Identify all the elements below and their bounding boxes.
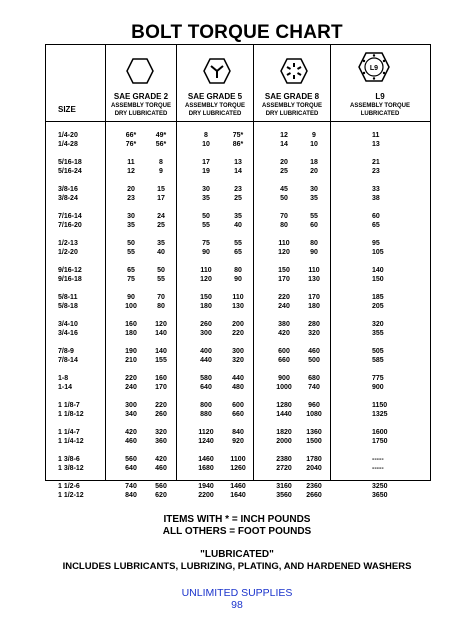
grade5-dry-cell: 55 [202,222,210,230]
size-cell: 1-14 [58,384,73,392]
page-number: 98 [231,599,243,611]
grade2-dry-cell: 190 [125,348,137,355]
l9-lub-cell: ----- [372,465,384,473]
l9-lub-cell: 33 [372,186,380,193]
grade8-dry-cell: 12 [280,132,288,139]
grade2-dry-cell: 12 [127,168,135,176]
size-cell: 1/2-20 [58,249,78,257]
grade8-lub-cell: 460 [308,348,320,355]
l9-lub-cell: 320 [372,321,384,328]
grade5-subheader: DRY LUBRICATED [188,111,242,117]
grade5-lub-cell: 13 [234,159,242,166]
grade8-lub-cell: 80 [310,240,318,247]
grade5-dry-cell: 19 [202,168,210,176]
grade5-dry-cell: 400 [200,348,212,355]
grade5-lub-cell: 1100 [230,456,246,463]
size-cell: 9/16-12 [58,267,82,274]
grade2-dry-cell: 240 [125,384,137,392]
footnote-inch-pounds: ITEMS WITH * = INCH POUNDS [163,514,311,525]
grade8-dry-cell: 80 [280,222,288,230]
footnote-foot-pounds: ALL OTHERS = FOOT POUNDS [162,526,312,537]
grade5-lub-cell: 75* [232,132,244,139]
grade5-lub-cell: 80 [234,267,242,274]
grade8-lub-cell: 30 [310,186,318,193]
grade8-lub-cell: 130 [308,276,320,284]
hex-plain-icon [126,57,154,85]
l9-lub-cell: 585 [372,357,384,365]
size-cell: 9/16-18 [58,276,82,284]
grade2-dry-cell: 300 [125,402,137,409]
l9-lub-cell: 3250 [372,483,388,490]
size-cell: 3/8-24 [58,195,78,203]
grade2-lub-cell: 360 [155,438,167,446]
l9-lub-cell: 205 [372,303,384,311]
grade5-dry-cell: 50 [202,213,210,220]
grade2-dry-cell: 55 [127,249,135,257]
grade8-dry-cell: 1820 [276,429,292,436]
grade5-lub-cell: 200 [232,321,244,328]
l9-lub-cell: 60 [372,213,380,220]
grade2-subheader: DRY LUBRICATED [114,111,168,117]
grade8-dry-cell: 3560 [276,492,292,500]
grade8-dry-cell: 170 [278,276,290,284]
grade2-lub-cell: 17 [157,195,165,203]
grade8-dry-cell: 14 [280,141,288,149]
grade8-dry-cell: 70 [280,213,288,220]
grade2-lub-cell: 260 [155,411,167,419]
grade2-dry-cell: 560 [125,456,137,463]
grade5-lub-cell: 86* [232,141,244,149]
grade2-dry-cell: 420 [125,429,137,436]
grade2-lub-cell: 560 [155,483,167,490]
grade5-lub-cell: 65 [234,249,242,257]
l9-lub-cell: 11 [372,132,380,139]
grade5-dry-cell: 300 [200,330,212,338]
grade5-dry-cell: 75 [202,240,210,247]
size-cell: 1 3/8-12 [58,465,84,473]
grade5-lub-cell: 220 [232,330,244,338]
l9-lub-cell: 505 [372,348,384,355]
grade8-lub-cell: 2660 [306,492,322,500]
grade2-dry-cell: 210 [125,357,137,365]
grade2-lub-cell: 320 [155,429,167,436]
grade8-lub-cell: 20 [310,168,318,176]
grade5-lub-cell: 440 [232,375,244,382]
size-header: SIZE [58,105,76,114]
grade2-dry-cell: 640 [125,465,137,473]
grade5-lub-cell: 660 [232,411,244,419]
grade2-dry-cell: 35 [127,222,135,230]
hex-grade8-icon [280,57,308,85]
grade5-subheader: ASSEMBLY TORQUE [185,103,245,109]
grade5-lub-cell: 25 [234,195,242,203]
grade5-dry-cell: 880 [200,411,212,419]
l9-lub-cell: 95 [372,240,380,247]
l9-lub-cell: 13 [372,141,380,149]
grade8-dry-cell: 900 [278,375,290,382]
size-cell: 1/4-28 [58,141,78,149]
l9-lub-cell: 140 [372,267,384,274]
grade5-dry-cell: 1680 [198,465,214,473]
grade8-dry-cell: 20 [280,159,288,166]
grade2-subheader: ASSEMBLY TORQUE [111,103,171,109]
brand-name: UNLIMITED SUPPLIES [181,587,293,599]
grade8-dry-cell: 2380 [276,456,292,463]
grade2-lub-cell: 50 [157,267,165,274]
grade8-lub-cell: 2040 [306,465,322,473]
l9-lub-cell: 1325 [372,411,388,419]
grade5-lub-cell: 300 [232,348,244,355]
grade2-lub-cell: 460 [155,465,167,473]
grade5-dry-cell: 260 [200,321,212,328]
size-cell: 7/8-9 [58,348,74,355]
grade8-dry-cell: 240 [278,303,290,311]
grade8-dry-cell: 660 [278,357,290,365]
l9-subheader: ASSEMBLY TORQUE [350,103,410,109]
grade5-dry-cell: 640 [200,384,212,392]
l9-lub-cell: 775 [372,375,384,382]
grade2-lub-cell: 9 [159,168,163,176]
grade8-lub-cell: 170 [308,294,320,301]
grade2-lub-cell: 25 [157,222,165,230]
grade8-lub-cell: 60 [310,222,318,230]
grade5-lub-cell: 23 [234,186,242,193]
grade2-lub-cell: 620 [155,492,167,500]
grade8-lub-cell: 9 [312,132,316,139]
grade8-lub-cell: 1780 [306,456,322,463]
grade2-dry-cell: 65 [127,267,135,274]
grade8-dry-cell: 1440 [276,411,292,419]
grade8-lub-cell: 1080 [306,411,322,419]
page-title: BOLT TORQUE CHART [131,22,343,43]
size-cell: 7/16-20 [58,222,82,230]
grade2-lub-cell: 140 [155,348,167,355]
grade8-lub-cell: 90 [310,249,318,257]
grade2-dry-cell: 11 [127,159,135,166]
grade5-lub-cell: 1640 [230,492,246,500]
l9-icon-label: L9 [369,65,379,72]
grade2-lub-cell: 8 [159,159,163,166]
grade2-lub-cell: 155 [155,357,167,365]
grade2-lub-cell: 70 [157,294,165,301]
grade5-lub-cell: 480 [232,384,244,392]
grade5-dry-cell: 800 [200,402,212,409]
grade2-lub-cell: 56* [155,141,167,149]
l9-lub-cell: 23 [372,168,380,176]
grade8-subheader: DRY LUBRICATED [265,111,319,117]
l9-lub-cell: 900 [372,384,384,392]
grade8-dry-cell: 220 [278,294,290,301]
grade2-lub-cell: 80 [157,303,165,311]
grade8-lub-cell: 1500 [306,438,322,446]
grade2-lub-cell: 170 [155,384,167,392]
grade2-dry-cell: 460 [125,438,137,446]
grade5-dry-cell: 150 [200,294,212,301]
grade5-dry-cell: 8 [204,132,208,139]
grade2-dry-cell: 75 [127,276,135,284]
header-divider [46,121,430,122]
size-cell: 3/4-10 [58,321,78,328]
hex-l9-icon [357,50,391,84]
grade2-lub-cell: 220 [155,402,167,409]
grade8-lub-cell: 960 [308,402,320,409]
l9-lub-cell: 1600 [372,429,388,436]
l9-lub-cell: 3650 [372,492,388,500]
size-cell: 7/16-14 [58,213,82,220]
grade5-lub-cell: 130 [232,303,244,311]
grade8-dry-cell: 45 [280,186,288,193]
l9-lub-cell: 185 [372,294,384,301]
size-cell: 5/8-11 [58,294,78,301]
hex-grade5-icon [203,57,231,85]
footnote-lubricated-desc: INCLUDES LUBRICANTS, LUBRIZING, PLATING, AND HARDENED WASHERS [62,561,412,572]
grade5-lub-cell: 90 [234,276,242,284]
grade2-lub-cell: 55 [157,276,165,284]
size-cell: 1 1/4-12 [58,438,84,446]
l9-lub-cell: 1150 [372,402,388,409]
grade8-dry-cell: 380 [278,321,290,328]
size-cell: 1/4-20 [58,132,78,139]
grade2-lub-cell: 160 [155,375,167,382]
grade2-dry-cell: 180 [125,330,137,338]
grade5-dry-cell: 440 [200,357,212,365]
grade2-lub-cell: 140 [155,330,167,338]
l9-lub-cell: ----- [372,456,384,463]
l9-lub-cell: 355 [372,330,384,338]
grade8-lub-cell: 1360 [306,429,322,436]
size-cell: 1 1/4-7 [58,429,80,436]
grade8-dry-cell: 2720 [276,465,292,473]
grade5-header: SAE GRADE 5 [187,92,243,101]
grade2-dry-cell: 340 [125,411,137,419]
grade2-lub-cell: 35 [157,240,165,247]
grade5-lub-cell: 14 [234,168,242,176]
size-cell: 1 1/2-6 [58,483,80,490]
grade8-dry-cell: 25 [280,168,288,176]
grade2-lub-cell: 15 [157,186,165,193]
grade5-dry-cell: 580 [200,375,212,382]
size-cell: 3/4-16 [58,330,78,338]
l9-subheader: LUBRICATED [360,111,400,117]
grade5-lub-cell: 40 [234,222,242,230]
l9-lub-cell: 65 [372,222,380,230]
grade8-dry-cell: 110 [278,240,290,247]
size-cell: 5/16-18 [58,159,82,166]
grade5-lub-cell: 35 [234,213,242,220]
grade2-dry-cell: 30 [127,213,135,220]
grade2-dry-cell: 840 [125,492,137,500]
l9-lub-cell: 150 [372,276,384,284]
torque-table [45,44,431,500]
grade8-lub-cell: 500 [308,357,320,365]
grade5-dry-cell: 30 [202,186,210,193]
grade2-lub-cell: 120 [155,321,167,328]
grade2-dry-cell: 100 [125,303,137,311]
size-cell: 1 1/2-12 [58,492,84,500]
grade5-dry-cell: 1940 [198,483,214,490]
grade5-dry-cell: 1460 [198,456,214,463]
grade2-dry-cell: 220 [125,375,137,382]
grade2-lub-cell: 24 [157,213,165,220]
grade8-dry-cell: 1000 [276,384,292,392]
size-cell: 1 1/8-7 [58,402,80,409]
grade5-dry-cell: 2200 [198,492,214,500]
size-cell: 5/16-24 [58,168,82,176]
grade8-dry-cell: 420 [278,330,290,338]
grade8-dry-cell: 2000 [276,438,292,446]
grade5-lub-cell: 110 [232,294,244,301]
grade8-lub-cell: 110 [308,267,320,274]
size-cell: 3/8-16 [58,186,78,193]
size-cell: 5/8-18 [58,303,78,311]
grade2-dry-cell: 50 [127,240,135,247]
grade5-dry-cell: 17 [202,159,210,166]
grade8-lub-cell: 55 [310,213,318,220]
grade2-dry-cell: 740 [125,483,137,490]
grade2-lub-cell: 420 [155,456,167,463]
l9-lub-cell: 21 [372,159,380,166]
size-cell: 1 3/8-6 [58,456,80,463]
grade2-lub-cell: 49* [155,132,167,139]
grade8-lub-cell: 2360 [306,483,322,490]
grade5-dry-cell: 10 [202,141,210,149]
grade5-dry-cell: 180 [200,303,212,311]
l9-lub-cell: 105 [372,249,384,257]
grade2-dry-cell: 76* [125,141,137,149]
l9-header: L9 [375,92,385,101]
grade5-dry-cell: 35 [202,195,210,203]
size-cell: 1-8 [58,375,69,382]
l9-lub-cell: 1750 [372,438,388,446]
grade8-dry-cell: 150 [278,267,290,274]
grade8-subheader: ASSEMBLY TORQUE [262,103,322,109]
grade5-lub-cell: 600 [232,402,244,409]
grade8-dry-cell: 600 [278,348,290,355]
grade8-dry-cell: 50 [280,195,288,203]
size-cell: 1/2-13 [58,240,78,247]
grade8-header: SAE GRADE 8 [264,92,320,101]
grade2-dry-cell: 160 [125,321,137,328]
footnote-lubricated-title: "LUBRICATED" [200,549,274,560]
grade5-lub-cell: 840 [232,429,244,436]
grade8-lub-cell: 740 [308,384,320,392]
l9-lub-cell: 38 [372,195,380,203]
grade8-lub-cell: 35 [310,195,318,203]
grade2-dry-cell: 20 [127,186,135,193]
grade2-lub-cell: 40 [157,249,165,257]
grade5-lub-cell: 55 [234,240,242,247]
size-cell: 7/8-14 [58,357,78,365]
grade5-dry-cell: 1120 [198,429,214,436]
grade2-header: SAE GRADE 2 [113,92,169,101]
grade5-lub-cell: 1260 [230,465,246,473]
grade5-lub-cell: 320 [232,357,244,365]
grade5-dry-cell: 1240 [198,438,214,446]
grade8-dry-cell: 1280 [276,402,292,409]
grade2-dry-cell: 66* [125,132,137,139]
grade8-lub-cell: 18 [310,159,318,166]
grade8-lub-cell: 680 [308,375,320,382]
grade2-dry-cell: 23 [127,195,135,203]
grade2-dry-cell: 90 [127,294,135,301]
grade5-lub-cell: 1460 [230,483,246,490]
grade8-lub-cell: 10 [310,141,318,149]
grade8-dry-cell: 120 [278,249,290,257]
grade8-lub-cell: 280 [308,321,320,328]
grade5-dry-cell: 120 [200,276,212,284]
grade8-lub-cell: 180 [308,303,320,311]
grade8-dry-cell: 3160 [276,483,292,490]
size-cell: 1 1/8-12 [58,411,84,419]
grade5-dry-cell: 90 [202,249,210,257]
grade5-dry-cell: 110 [200,267,212,274]
grade8-lub-cell: 320 [308,330,320,338]
grade5-lub-cell: 920 [232,438,244,446]
